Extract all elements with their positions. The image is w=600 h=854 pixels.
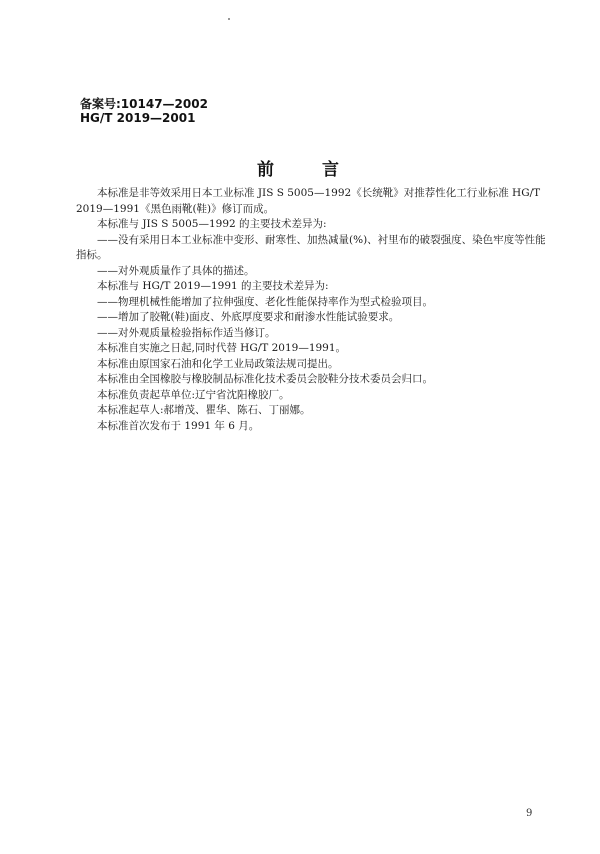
paragraph: 本标准起草人:郝增茂、瞿华、陈石、丁丽娜。 [97, 404, 311, 416]
paragraph: 本标准与 HG/T 2019—1991 的主要技术差异为: [97, 280, 329, 292]
paragraph: 本标准首次发布于 1991 年 6 月。 [97, 419, 260, 432]
paragraph: ——没有采用日本工业标准中变形、耐寒性、加热减量(%)、衬里布的破裂强度、染色牢度等性能指标。 [76, 233, 546, 261]
page-number: 9 [526, 808, 533, 819]
paragraph: 本标准自实施之日起,同时代替 HG/T 2019—1991。 [97, 342, 347, 354]
paragraph: ——对外观质量作了具体的描述。 [97, 264, 255, 277]
foreword-body [76, 186, 548, 434]
paragraph: 本标准是非等效采用日本工业标准 JIS S 5005—1992《长统靴》对推荐性化工行业标准 HG/T 2019—1991《黑色雨靴(鞋)》修订而成。 [76, 187, 541, 215]
standard-number: HG/T 2019—2001 [80, 111, 196, 125]
paragraph: ——物理机械性能增加了拉伸强度、老化性能保持率作为型式检验项目。 [97, 295, 433, 308]
paragraph: ——对外观质量检验指标作适当修订。 [97, 326, 276, 339]
paragraph: 本标准由原国家石油和化学工业局政策法规司提出。 [97, 357, 339, 370]
title-char-1: 前 [257, 160, 278, 180]
paragraph: 本标准由全国橡胶与橡胶制品标准化技术委员会胶鞋分技术委员会归口。 [97, 373, 433, 385]
page-title [0, 155, 600, 180]
record-number: 备案号:10147—2002 [80, 97, 208, 111]
paragraph: ——增加了胶靴(鞋)面皮、外底厚度要求和耐渗水性能试验要求。 [97, 311, 400, 323]
paragraph: 本标准与 JIS S 5005—1992 的主要技术差异为: [97, 218, 327, 230]
scan-speck [228, 18, 230, 20]
title-char-2: 言 [322, 160, 343, 180]
paragraph: 本标准负责起草单位:辽宁省沈阳橡胶厂。 [97, 388, 290, 401]
